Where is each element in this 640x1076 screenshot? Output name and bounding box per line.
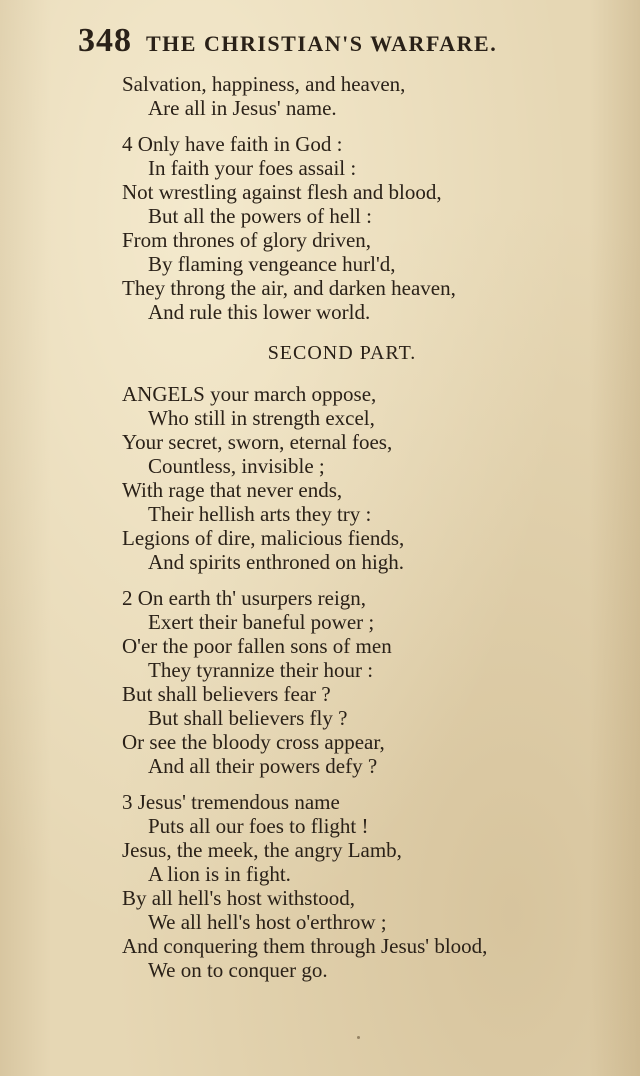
verse-line: Legions of dire, malicious fiends,: [122, 526, 405, 550]
verse-line: Or see the bloody cross appear,: [122, 730, 385, 754]
verse-line: A lion is in fight.: [148, 862, 291, 886]
stanza: [122, 132, 592, 324]
verse-line: And rule this lower world.: [148, 300, 371, 324]
page-header: [78, 22, 598, 60]
hymn-text: [122, 72, 592, 982]
verse-line: They tyrannize their hour :: [148, 658, 374, 682]
verse-line: Who still in strength excel,: [148, 406, 375, 430]
stanza: [122, 72, 592, 120]
verse-line: Countless, invisible ;: [148, 454, 325, 478]
stanza-gap: [122, 120, 592, 132]
verse-line: Exert their baneful power ;: [148, 610, 375, 634]
verse-line: They throng the air, and darken heaven,: [122, 276, 456, 300]
first-part: [122, 72, 592, 324]
stanza-gap: [122, 574, 592, 586]
verse-line: We on to conquer go.: [148, 958, 328, 982]
second-part: [122, 382, 592, 982]
verse-line: Your secret, sworn, eternal foes,: [122, 430, 393, 454]
stanza: [122, 382, 592, 574]
verse-line: 4 Only have faith in God :: [122, 132, 343, 156]
stanza: [122, 586, 592, 778]
verse-line: But shall believers fly ?: [148, 706, 348, 730]
verse-line: Their hellish arts they try :: [148, 502, 372, 526]
verse-line: 3 Jesus' tremendous name: [122, 790, 340, 814]
verse-line: With rage that never ends,: [122, 478, 343, 502]
verse-line: O'er the poor fallen sons of men: [122, 634, 392, 658]
verse-line: ANGELS your march oppose,: [122, 382, 377, 406]
verse-line: In faith your foes assail :: [148, 156, 357, 180]
verse-line: Not wrestling against flesh and blood,: [122, 180, 442, 204]
paper-speck: [357, 1036, 360, 1039]
verse-line: We all hell's host o'erthrow ;: [148, 910, 387, 934]
verse-line: And all their powers defy ?: [148, 754, 378, 778]
verse-line: By flaming vengeance hurl'd,: [148, 252, 396, 276]
stanza: [122, 790, 592, 982]
verse-line: And conquering them through Jesus' blood,: [122, 934, 488, 958]
verse-line: Are all in Jesus' name.: [148, 96, 337, 120]
verse-line: And spirits enthroned on high.: [148, 550, 405, 574]
running-head: THE CHRISTIAN'S WARFARE.: [146, 31, 498, 56]
stanza-gap: [122, 778, 592, 790]
verse-line: By all hell's host withstood,: [122, 886, 356, 910]
verse-line: But all the powers of hell :: [148, 204, 372, 228]
verse-line: From thrones of glory driven,: [122, 228, 372, 252]
verse-line: Salvation, happiness, and heaven,: [122, 72, 406, 96]
verse-line: 2 On earth th' usurpers reign,: [122, 586, 367, 610]
verse-line: Puts all our foes to flight !: [148, 814, 369, 838]
section-title: SECOND PART.: [267, 342, 417, 364]
verse-line: But shall believers fear ?: [122, 682, 331, 706]
verse-line: Jesus, the meek, the angry Lamb,: [122, 838, 402, 862]
page-number: 348: [78, 22, 132, 59]
